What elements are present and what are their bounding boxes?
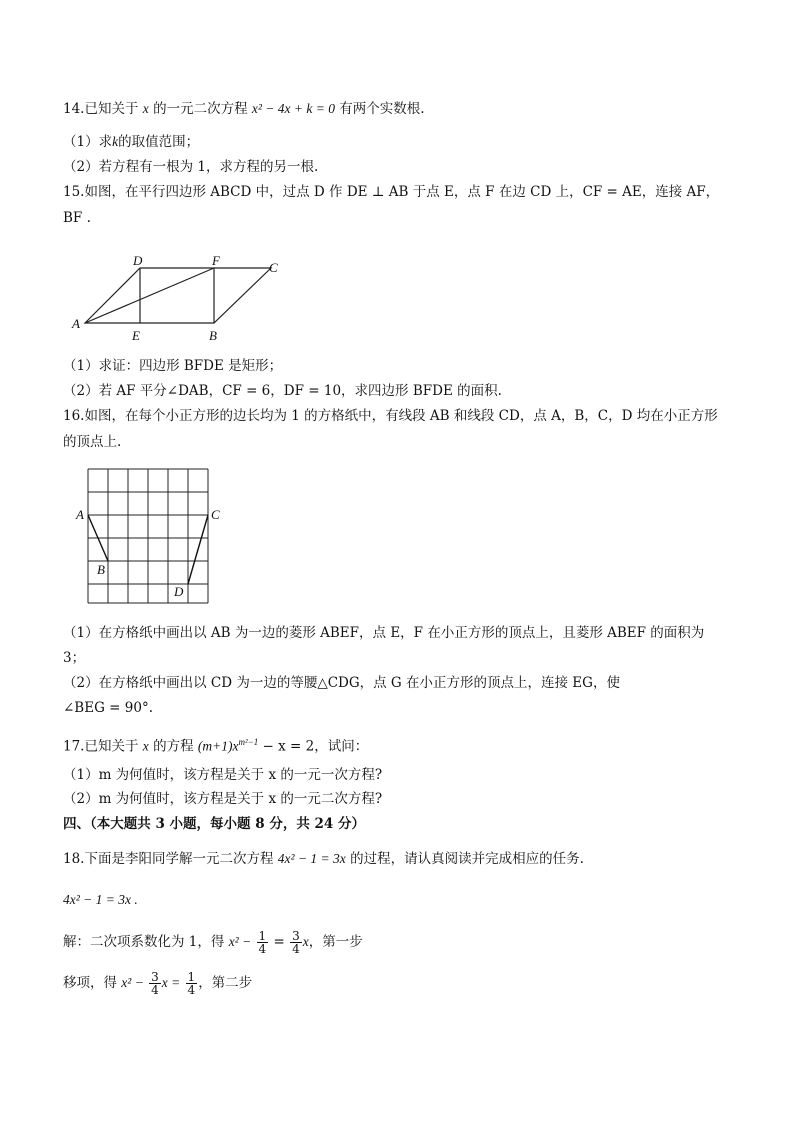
- step2-label: ，第二步: [198, 975, 253, 991]
- fraction: [186, 971, 198, 996]
- fraction: [257, 930, 269, 955]
- q14-1-a: （1）求: [63, 134, 113, 150]
- q17-exponent: m²−1: [238, 737, 259, 747]
- q14-equation: x² − 4x + k = 0: [251, 101, 335, 116]
- step2-x-eq: x =: [161, 975, 181, 990]
- var-x: x: [142, 101, 149, 116]
- square-grid: [88, 469, 208, 603]
- q16-part1a: （1）在方格纸中画出以 AB 为一边的菱形 ABEF，点 E，F 在小正方形的顶点上，且菱形 ABEF 的面积为: [63, 625, 705, 641]
- q16-line1: 16.如图，在每个小正方形的边长均为 1 的方格纸中，有线段 AB 和线段 CD，点 A，B，C，D 均在小正方形: [63, 408, 718, 424]
- numerator: 1: [258, 929, 267, 943]
- fraction: [290, 930, 302, 955]
- numerator: 3: [292, 929, 300, 943]
- numerator: 3: [151, 970, 159, 984]
- step-one: [63, 927, 363, 957]
- q18-line: [63, 850, 584, 868]
- label-a: A: [72, 316, 80, 331]
- segment-cd: [188, 515, 208, 584]
- step1-x2: x² −: [228, 934, 252, 949]
- q17-line: [63, 733, 368, 756]
- denominator: 4: [292, 942, 300, 956]
- label-f: F: [212, 253, 220, 268]
- numerator: 1: [187, 970, 196, 984]
- label-e: E: [132, 328, 140, 343]
- q17-part1: （1）m 为何值时，该方程是关于 x 的一元一次方程?: [63, 767, 383, 783]
- grid-label-b: B: [97, 562, 105, 577]
- denominator: 4: [151, 983, 159, 997]
- section-heading: 四、（本大题共 3 小题，每小题 8 分，共 24 分）: [63, 816, 366, 832]
- q18-equation: 4x² − 1 = 3x: [277, 851, 346, 866]
- step1-label: ，第一步: [308, 934, 363, 950]
- q15-line2: BF .: [63, 210, 91, 226]
- grid-label-d: D: [174, 584, 184, 599]
- q15-part2: （2）若 AF 平分∠DAB，CF = 6，DF = 10，求四边形 BFDE 的面积.: [63, 383, 502, 399]
- equals-sign: =: [273, 934, 285, 950]
- q14-text-end: 有两个实数根.: [339, 101, 425, 117]
- step2-text: 移项，得: [63, 975, 117, 991]
- denominator: 4: [187, 983, 196, 997]
- grid-label-a: A: [76, 507, 84, 522]
- q15-part1: （1）求证：四边形 BFDE 是矩形；: [63, 358, 283, 374]
- q14-text: 的一元二次方程: [153, 101, 248, 117]
- var-k: k: [112, 134, 119, 149]
- grid-label-c: C: [211, 507, 220, 522]
- q14-part1: [63, 133, 199, 151]
- q18-text-a: 18.下面是李阳同学解一元二次方程: [63, 851, 274, 867]
- step-two: [63, 968, 252, 998]
- fraction: [149, 971, 161, 996]
- q17-equation-a: (m+1)x: [197, 738, 239, 754]
- q17-part2: （2）m 为何值时，该方程是关于 x 的一元二次方程?: [63, 791, 383, 807]
- q18-text-b: 的过程，请认真阅读并完成相应的任务.: [350, 851, 584, 867]
- step2-x2: x² −: [121, 975, 144, 990]
- segment-af: [85, 268, 214, 323]
- q16-part2b: ∠BEG = 90°.: [63, 700, 153, 716]
- label-d: D: [133, 253, 143, 268]
- q16-line2: 的顶点上.: [63, 434, 122, 450]
- q16-part1b: 3；: [63, 650, 86, 666]
- q17-text: 的方程: [153, 738, 194, 755]
- parallelogram-figure: [65, 250, 295, 345]
- var-x: x: [302, 934, 309, 949]
- var-x: x: [142, 738, 149, 754]
- step1-text: 解：二次项系数化为 1，得: [63, 934, 225, 950]
- q17-equation-b: − x = 2，试问：: [258, 738, 369, 755]
- q14-part2: （2）若方程有一根为 1，求方程的另一根.: [63, 159, 319, 175]
- q16-part2a: （2）在方格纸中画出以 CD 为一边的等腰△CDG，点 G 在小正方形的顶点上，连接 EG，使: [63, 675, 620, 691]
- denominator: 4: [258, 942, 267, 956]
- label-b: B: [209, 328, 217, 343]
- q14-prefix: 14.已知关于: [63, 101, 139, 117]
- q14-1-b: 的取值范围；: [118, 134, 200, 150]
- grid-figure: [72, 462, 232, 607]
- q17-prefix: 17.已知关于: [63, 738, 139, 755]
- step-zero: 4x² − 1 = 3x .: [63, 892, 138, 907]
- q15-line1: 15.如图，在平行四边形 ABCD 中，过点 D 作 DE ⊥ AB 于点 E，点 F 在边 CD 上，CF = AE，连接 AF，: [63, 184, 720, 200]
- label-c: C: [269, 260, 278, 275]
- q14-line: [63, 100, 425, 118]
- parallelogram-abcd: [85, 268, 271, 323]
